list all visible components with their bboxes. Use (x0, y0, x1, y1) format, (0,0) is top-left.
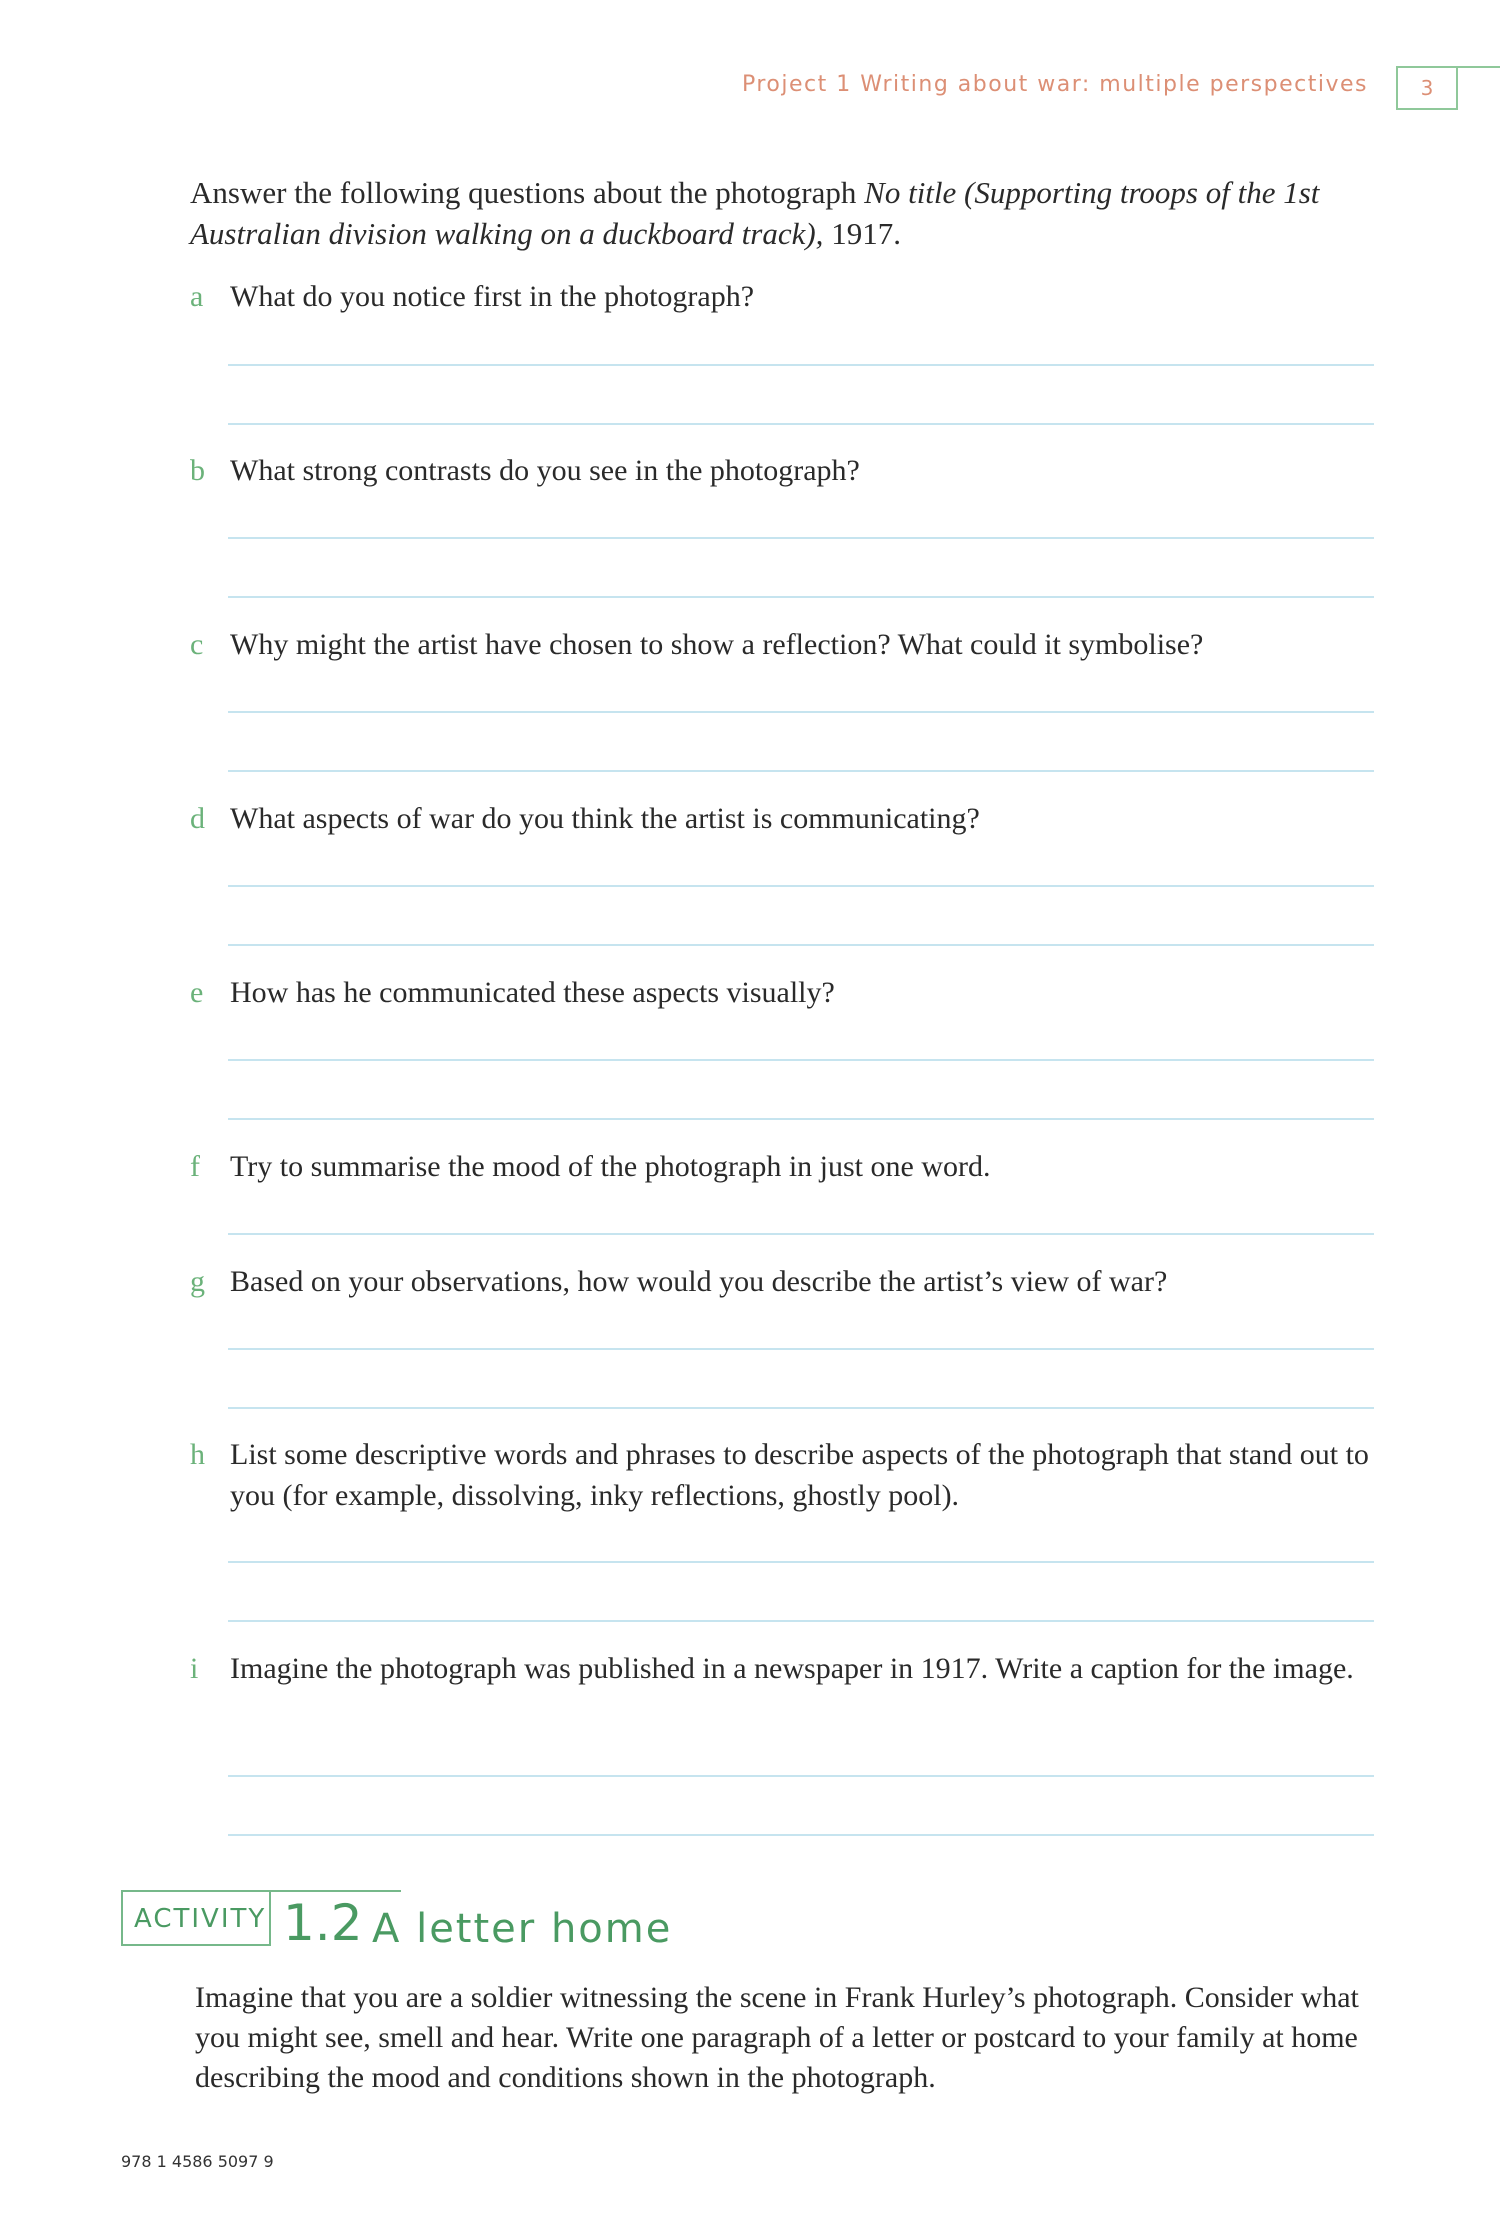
answer-line[interactable] (228, 1348, 1374, 1350)
question-text: Try to summarise the mood of the photograph in just one word. (230, 1150, 991, 1183)
answer-line[interactable] (228, 885, 1374, 887)
question-letter: i (190, 1652, 199, 1685)
question-text: How has he communicated these aspects visually? (230, 976, 835, 1009)
answer-line[interactable] (228, 1834, 1374, 1836)
question-d (190, 798, 1380, 839)
question-letter: a (190, 280, 204, 313)
question-text: List some descriptive words and phrases to describe aspects of the photograph that stand out to you (for example, dissolving, inky reflections, ghostly pool). (230, 1438, 1369, 1512)
answer-line[interactable] (228, 1407, 1374, 1409)
question-letter: f (190, 1150, 200, 1183)
question-text: Imagine the photograph was published in a newspaper in 1917. Write a caption for the image. (230, 1652, 1354, 1685)
question-e (190, 972, 1380, 1013)
question-a (190, 276, 1380, 317)
question-letter: d (190, 802, 205, 835)
question-b (190, 450, 1380, 491)
answer-line[interactable] (228, 1620, 1374, 1622)
answer-line[interactable] (228, 1233, 1374, 1235)
running-header (700, 72, 1368, 97)
answer-line[interactable] (228, 596, 1374, 598)
question-letter: g (190, 1265, 205, 1298)
answer-line[interactable] (228, 944, 1374, 946)
intro-lead: Answer the following questions about the photograph (190, 175, 865, 210)
answer-line[interactable] (228, 1775, 1374, 1777)
question-i (190, 1648, 1380, 1689)
question-h (190, 1434, 1380, 1516)
answer-line[interactable] (228, 364, 1374, 366)
intro-paragraph (190, 172, 1370, 254)
question-letter: h (190, 1438, 205, 1471)
question-letter: b (190, 454, 205, 487)
question-text: Why might the artist have chosen to show a reflection? What could it symbolise? (230, 628, 1204, 661)
activity-rule (271, 1890, 401, 1892)
answer-line[interactable] (228, 711, 1374, 713)
photo-year: 1917. (823, 216, 901, 251)
page-number: 3 (1396, 66, 1458, 110)
header-rule (1456, 66, 1500, 68)
answer-line[interactable] (228, 1118, 1374, 1120)
answer-line[interactable] (228, 770, 1374, 772)
isbn: 978 1 4586 5097 9 (121, 2152, 274, 2171)
question-g (190, 1261, 1380, 1302)
photo-title: No title (Supporting troops of the 1st Australian division walking on a duckboard track), (190, 175, 1320, 251)
activity-instructions: Imagine that you are a soldier witnessing the scene in Frank Hurley’s photograph. Consider what you might see, smell and hear. Write one paragraph of a letter or postcard to your family at home describing the mood and conditions shown in the photograph. (195, 1981, 1359, 2094)
activity-number: 1.2 (283, 1894, 363, 1952)
answer-line[interactable] (228, 537, 1374, 539)
question-letter: e (190, 976, 204, 1009)
question-text: What aspects of war do you think the artist is communicating? (230, 802, 980, 835)
question-letter: c (190, 628, 204, 661)
question-c (190, 624, 1380, 665)
answer-line[interactable] (228, 423, 1374, 425)
header-title: Writing about war: multiple perspectives (860, 72, 1368, 97)
answer-line[interactable] (228, 1561, 1374, 1563)
activity-title: A letter home (372, 1906, 673, 1952)
answer-line[interactable] (228, 1059, 1374, 1061)
question-text: What do you notice first in the photograph? (230, 280, 755, 313)
question-text: Based on your observations, how would you describe the artist’s view of war? (230, 1265, 1168, 1298)
question-text: What strong contrasts do you see in the photograph? (230, 454, 860, 487)
question-f (190, 1146, 1380, 1187)
project-label: Project 1 (741, 72, 852, 97)
activity-label: ACTIVITY (134, 1904, 267, 1934)
